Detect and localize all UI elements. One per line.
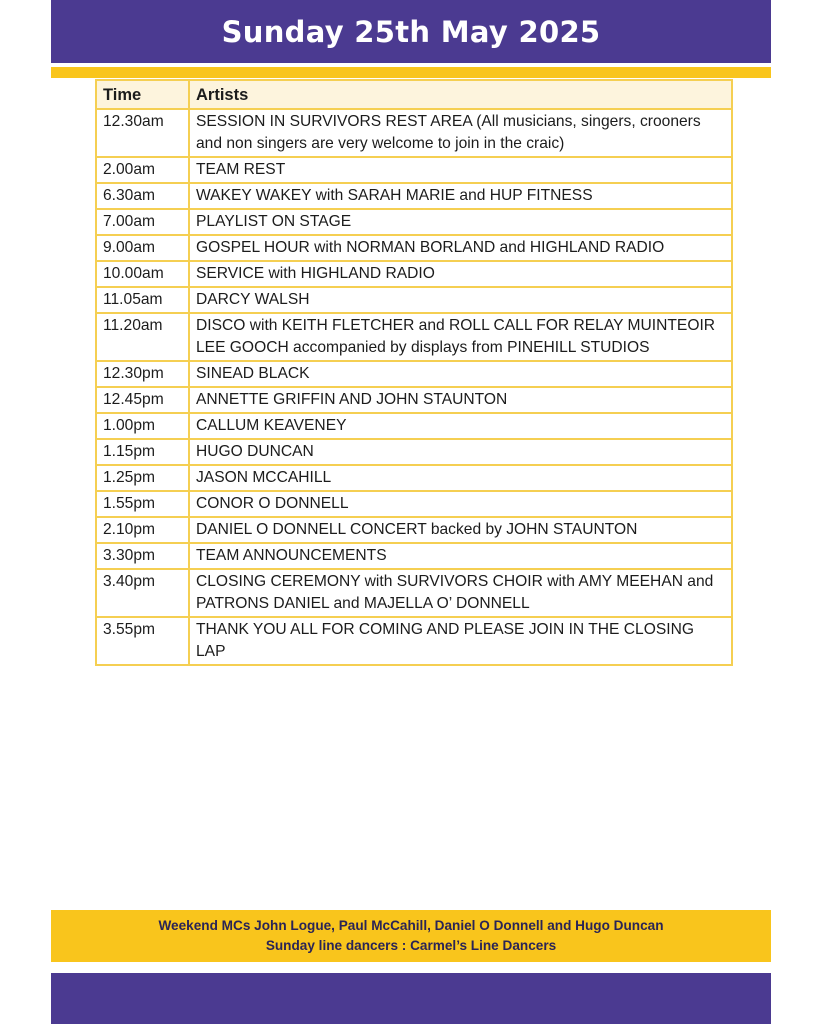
artists-cell: SERVICE with HIGHLAND RADIO xyxy=(189,261,732,287)
table-row xyxy=(96,109,732,157)
table-row xyxy=(96,517,732,543)
time-cell: 10.00am xyxy=(96,261,189,287)
table-row xyxy=(96,569,732,617)
artists-cell: CALLUM KEAVENEY xyxy=(189,413,732,439)
table-row xyxy=(96,183,732,209)
table-row xyxy=(96,465,732,491)
footer-band xyxy=(51,910,771,962)
artists-cell: CONOR O DONNELL xyxy=(189,491,732,517)
table-row xyxy=(96,413,732,439)
time-cell: 12.30pm xyxy=(96,361,189,387)
time-cell: 2.00am xyxy=(96,157,189,183)
mcs-line: Weekend MCs John Logue, Paul McCahill, Daniel O Donnell and Hugo Duncan xyxy=(158,918,664,933)
table-row xyxy=(96,491,732,517)
table-row xyxy=(96,617,732,665)
artists-column-header: Artists xyxy=(189,80,732,109)
artists-cell: DARCY WALSH xyxy=(189,287,732,313)
time-cell: 11.05am xyxy=(96,287,189,313)
table-row xyxy=(96,387,732,413)
table-row xyxy=(96,287,732,313)
time-cell: 1.25pm xyxy=(96,465,189,491)
artists-cell: CLOSING CEREMONY with SURVIVORS CHOIR with AMY MEEHAN and PATRONS DANIEL and MAJELLA O’ DONNELL xyxy=(189,569,732,617)
schedule-body xyxy=(96,109,732,665)
time-cell: 2.10pm xyxy=(96,517,189,543)
table-row xyxy=(96,235,732,261)
artists-cell: TEAM ANNOUNCEMENTS xyxy=(189,543,732,569)
time-cell: 7.00am xyxy=(96,209,189,235)
artists-cell: SINEAD BLACK xyxy=(189,361,732,387)
artists-cell: DANIEL O DONNELL CONCERT backed by JOHN STAUNTON xyxy=(189,517,732,543)
page-title: Sunday 25th May 2025 xyxy=(221,14,601,49)
artists-cell: WAKEY WAKEY with SARAH MARIE and HUP FITNESS xyxy=(189,183,732,209)
table-row xyxy=(96,157,732,183)
time-cell: 3.55pm xyxy=(96,617,189,665)
table-row xyxy=(96,543,732,569)
artists-cell: DISCO with KEITH FLETCHER and ROLL CALL FOR RELAY MUINTEOIR LEE GOOCH accompanied by displays from PINEHILL STUDIOS xyxy=(189,313,732,361)
time-cell: 11.20am xyxy=(96,313,189,361)
time-cell: 12.30am xyxy=(96,109,189,157)
table-row xyxy=(96,361,732,387)
time-cell: 12.45pm xyxy=(96,387,189,413)
header-stripe xyxy=(51,67,771,78)
time-column-header: Time xyxy=(96,80,189,109)
artists-cell: TEAM REST xyxy=(189,157,732,183)
artists-cell: GOSPEL HOUR with NORMAN BORLAND and HIGHLAND RADIO xyxy=(189,235,732,261)
time-cell: 1.00pm xyxy=(96,413,189,439)
artists-cell: HUGO DUNCAN xyxy=(189,439,732,465)
table-row xyxy=(96,313,732,361)
footer-bar xyxy=(51,973,771,1024)
time-cell: 3.30pm xyxy=(96,543,189,569)
table-row xyxy=(96,261,732,287)
time-cell: 9.00am xyxy=(96,235,189,261)
artists-cell: JASON MCCAHILL xyxy=(189,465,732,491)
artists-cell: PLAYLIST ON STAGE xyxy=(189,209,732,235)
time-cell: 1.55pm xyxy=(96,491,189,517)
time-cell: 3.40pm xyxy=(96,569,189,617)
line-dancers-line: Sunday line dancers : Carmel’s Line Dancers xyxy=(265,938,557,953)
time-cell: 6.30am xyxy=(96,183,189,209)
artists-cell: ANNETTE GRIFFIN AND JOHN STAUNTON xyxy=(189,387,732,413)
table-row xyxy=(96,439,732,465)
artists-cell: SESSION IN SURVIVORS REST AREA (All musicians, singers, crooners and non singers are very welcome to join in the craic) xyxy=(189,109,732,157)
page-header xyxy=(51,0,771,63)
table-header-row xyxy=(96,80,732,109)
time-cell: 1.15pm xyxy=(96,439,189,465)
table-row xyxy=(96,209,732,235)
schedule-table xyxy=(95,79,733,666)
artists-cell: THANK YOU ALL FOR COMING AND PLEASE JOIN IN THE CLOSING LAP xyxy=(189,617,732,665)
